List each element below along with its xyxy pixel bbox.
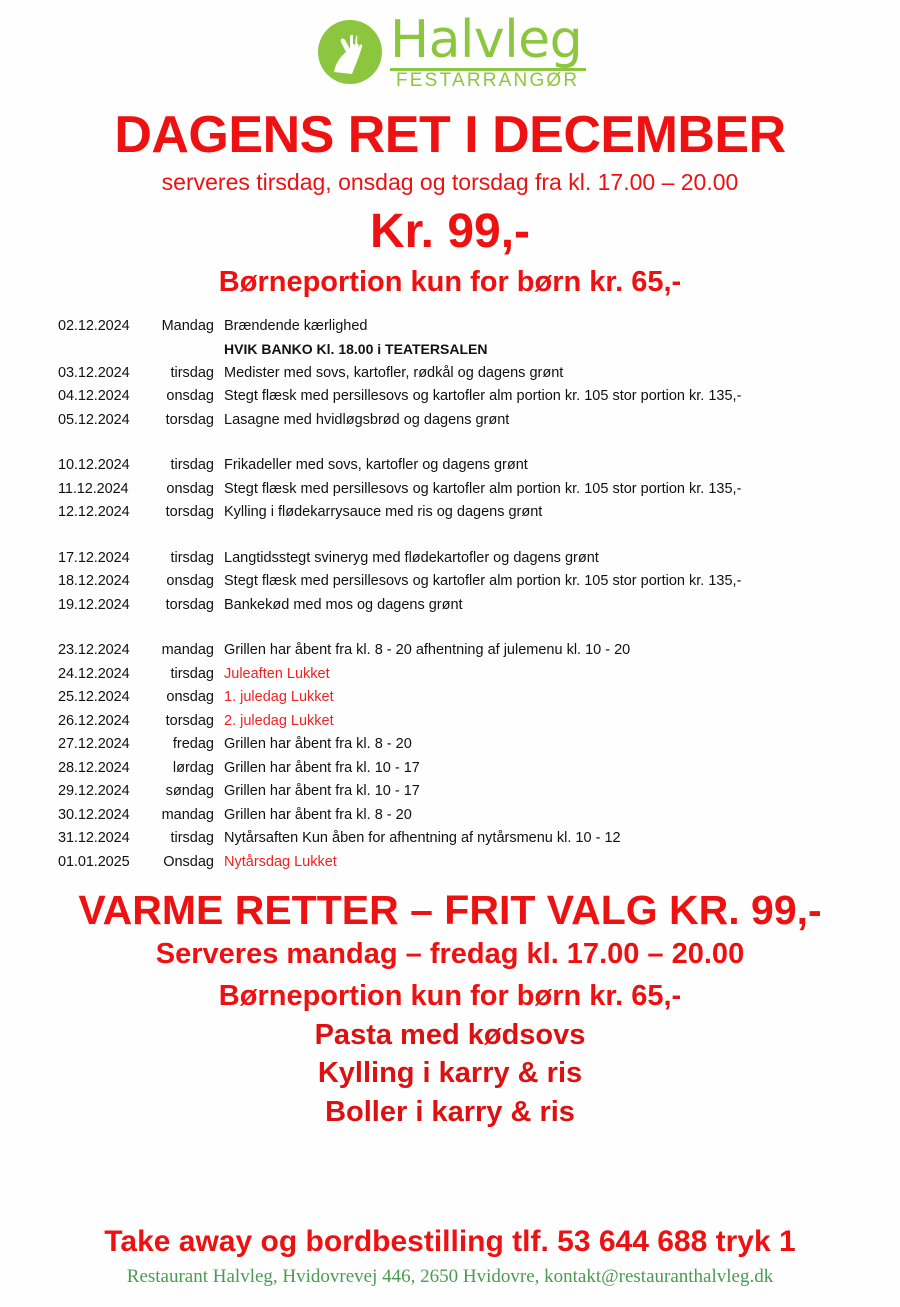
schedule-weekday: onsdag: [166, 573, 214, 590]
schedule-weekday: onsdag: [166, 388, 214, 405]
schedule-date: 24.12.2024: [58, 665, 130, 682]
schedule-date: 01.01.2025: [58, 853, 130, 870]
schedule-row: [58, 733, 870, 757]
schedule-weekday: mandag: [161, 806, 214, 823]
page-title: DAGENS RET I DECEMBER: [114, 106, 786, 164]
schedule-row: [58, 686, 870, 710]
schedule-row: [58, 409, 870, 433]
schedule-weekday: mandag: [161, 642, 214, 659]
warm-dish-list: [0, 1016, 900, 1132]
schedule-row: [58, 454, 870, 478]
warm-section-child-price: Børneportion kun for børn kr. 65,-: [218, 980, 682, 1013]
schedule-weekday: tirsdag: [170, 665, 214, 682]
schedule-date: 25.12.2024: [58, 689, 130, 706]
schedule-weekday: Onsdag: [163, 853, 214, 870]
schedule-description: Lasagne med hvidløgsbrød og dagens grønt: [224, 411, 510, 428]
schedule-date: 28.12.2024: [58, 759, 130, 776]
footer-phone: Take away og bordbestilling tlf. 53 644 688 tryk 1: [104, 1225, 796, 1259]
child-price-heading: Børneportion kun for børn kr. 65,-: [218, 265, 682, 298]
schedule-description: Kylling i flødekarrysauce med ris og dagens grønt: [224, 504, 543, 521]
menu-schedule: [0, 315, 900, 875]
serving-hours-subtitle: serveres tirsdag, onsdag og torsdag fra kl. 17.00 – 20.00: [161, 169, 739, 196]
schedule-description: Stegt flæsk med persillesovs og kartofler alm portion kr. 105 stor portion kr. 135,-: [224, 388, 742, 405]
schedule-row: [58, 780, 870, 804]
schedule-row: [58, 547, 870, 571]
schedule-description: Grillen har åbent fra kl. 8 - 20: [224, 736, 412, 753]
schedule-weekday: tirsdag: [170, 549, 214, 566]
warm-section-title: VARME RETTER – FRIT VALG KR. 99,-: [78, 887, 822, 934]
schedule-description: Bankekød med mos og dagens grønt: [224, 596, 463, 613]
schedule-description: Grillen har åbent fra kl. 10 - 17: [224, 759, 420, 776]
warm-dish-item: Boller i karry & ris: [325, 1095, 575, 1128]
schedule-weekday: lørdag: [172, 759, 214, 776]
schedule-description: Langtidsstegt svineryg med flødekartofler og dagens grønt: [224, 549, 599, 566]
halvleg-chef-hand-fork-icon: [314, 16, 386, 88]
schedule-closed-notice: Juleaften Lukket: [224, 665, 330, 682]
schedule-row: [58, 594, 870, 618]
schedule-date: 10.12.2024: [58, 457, 130, 474]
schedule-row: [58, 315, 870, 339]
logo-wordmark: [390, 10, 586, 91]
schedule-block-gap: [58, 525, 870, 547]
schedule-weekday: tirsdag: [170, 830, 214, 847]
schedule-block-gap: [58, 617, 870, 639]
schedule-date: 29.12.2024: [58, 783, 130, 800]
logo-inner: [314, 10, 586, 91]
schedule-date: 03.12.2024: [58, 364, 130, 381]
warm-section-hours: Serveres mandag – fredag kl. 17.00 – 20.00: [155, 938, 745, 971]
schedule-date: 18.12.2024: [58, 573, 130, 590]
schedule-date: 17.12.2024: [58, 549, 130, 566]
schedule-description: Grillen har åbent fra kl. 10 - 17: [224, 783, 420, 800]
schedule-weekday: Mandag: [161, 317, 214, 334]
schedule-date: 23.12.2024: [58, 642, 130, 659]
schedule-weekday: tirsdag: [170, 457, 214, 474]
schedule-weekday: torsdag: [165, 504, 214, 521]
schedule-closed-notice: 2. juledag Lukket: [224, 712, 334, 729]
schedule-row: [58, 478, 870, 502]
schedule-weekday: onsdag: [166, 689, 214, 706]
schedule-date: 02.12.2024: [58, 317, 130, 334]
schedule-weekday: torsdag: [165, 712, 214, 729]
schedule-description: Nytårsaften Kun åben for afhentning af nytårsmenu kl. 10 - 12: [224, 830, 621, 847]
schedule-date: 12.12.2024: [58, 504, 130, 521]
schedule-block-gap: [58, 432, 870, 454]
schedule-row: [58, 362, 870, 386]
schedule-date: 11.12.2024: [58, 480, 129, 497]
brand-logo: [0, 0, 900, 90]
schedule-closed-notice: 1. juledag Lukket: [224, 689, 334, 706]
footer: [0, 1224, 900, 1289]
schedule-date: 31.12.2024: [58, 830, 130, 847]
logo-tagline: FESTARRANGØR: [396, 70, 580, 91]
schedule-description: Stegt flæsk med persillesovs og kartofler alm portion kr. 105 stor portion kr. 135,-: [224, 480, 742, 497]
schedule-date: 27.12.2024: [58, 736, 130, 753]
schedule-row: [58, 501, 870, 525]
logo-tagline-rule: [390, 68, 586, 90]
schedule-weekday: søndag: [165, 783, 214, 800]
schedule-date: 26.12.2024: [58, 712, 130, 729]
schedule-row: [58, 338, 870, 362]
schedule-date: 04.12.2024: [58, 388, 130, 405]
schedule-description: Frikadeller med sovs, kartofler og dagens grønt: [224, 457, 528, 474]
schedule-row: [58, 385, 870, 409]
schedule-row: [58, 663, 870, 687]
schedule-description: HVIK BANKO Kl. 18.00 i TEATERSALEN: [224, 341, 488, 358]
schedule-row: [58, 851, 870, 875]
schedule-weekday: tirsdag: [170, 364, 214, 381]
footer-address: Restaurant Halvleg, Hvidovrevej 446, 2650 Hvidovre, kontakt@restauranthalvleg.dk: [126, 1266, 774, 1288]
warm-dish-item: Pasta med kødsovs: [314, 1018, 586, 1051]
schedule-date: 30.12.2024: [58, 806, 130, 823]
schedule-weekday: fredag: [172, 736, 214, 753]
warm-dish-item: Kylling i karry & ris: [317, 1057, 583, 1090]
schedule-closed-notice: Nytårsdag Lukket: [224, 853, 337, 870]
schedule-weekday: onsdag: [166, 480, 214, 497]
main-price: Kr. 99,-: [369, 205, 531, 259]
schedule-date: 19.12.2024: [58, 596, 130, 613]
schedule-row: [58, 570, 870, 594]
schedule-row: [58, 804, 870, 828]
schedule-description: Stegt flæsk med persillesovs og kartofler alm portion kr. 105 stor portion kr. 135,-: [224, 573, 742, 590]
schedule-description: Grillen har åbent fra kl. 8 - 20 afhentning af julemenu kl. 10 - 20: [224, 642, 631, 659]
schedule-weekday: torsdag: [165, 411, 214, 428]
schedule-row: [58, 827, 870, 851]
logo-name: Halvleg: [390, 10, 583, 70]
schedule-row: [58, 710, 870, 734]
schedule-description: Medister med sovs, kartofler, rødkål og dagens grønt: [224, 364, 564, 381]
schedule-row: [58, 639, 870, 663]
schedule-description: Brændende kærlighed: [224, 317, 368, 334]
schedule-date: 05.12.2024: [58, 411, 130, 428]
schedule-description: Grillen har åbent fra kl. 8 - 20: [224, 806, 412, 823]
schedule-row: [58, 757, 870, 781]
warm-dishes-section: [0, 888, 900, 1131]
schedule-weekday: torsdag: [165, 596, 214, 613]
